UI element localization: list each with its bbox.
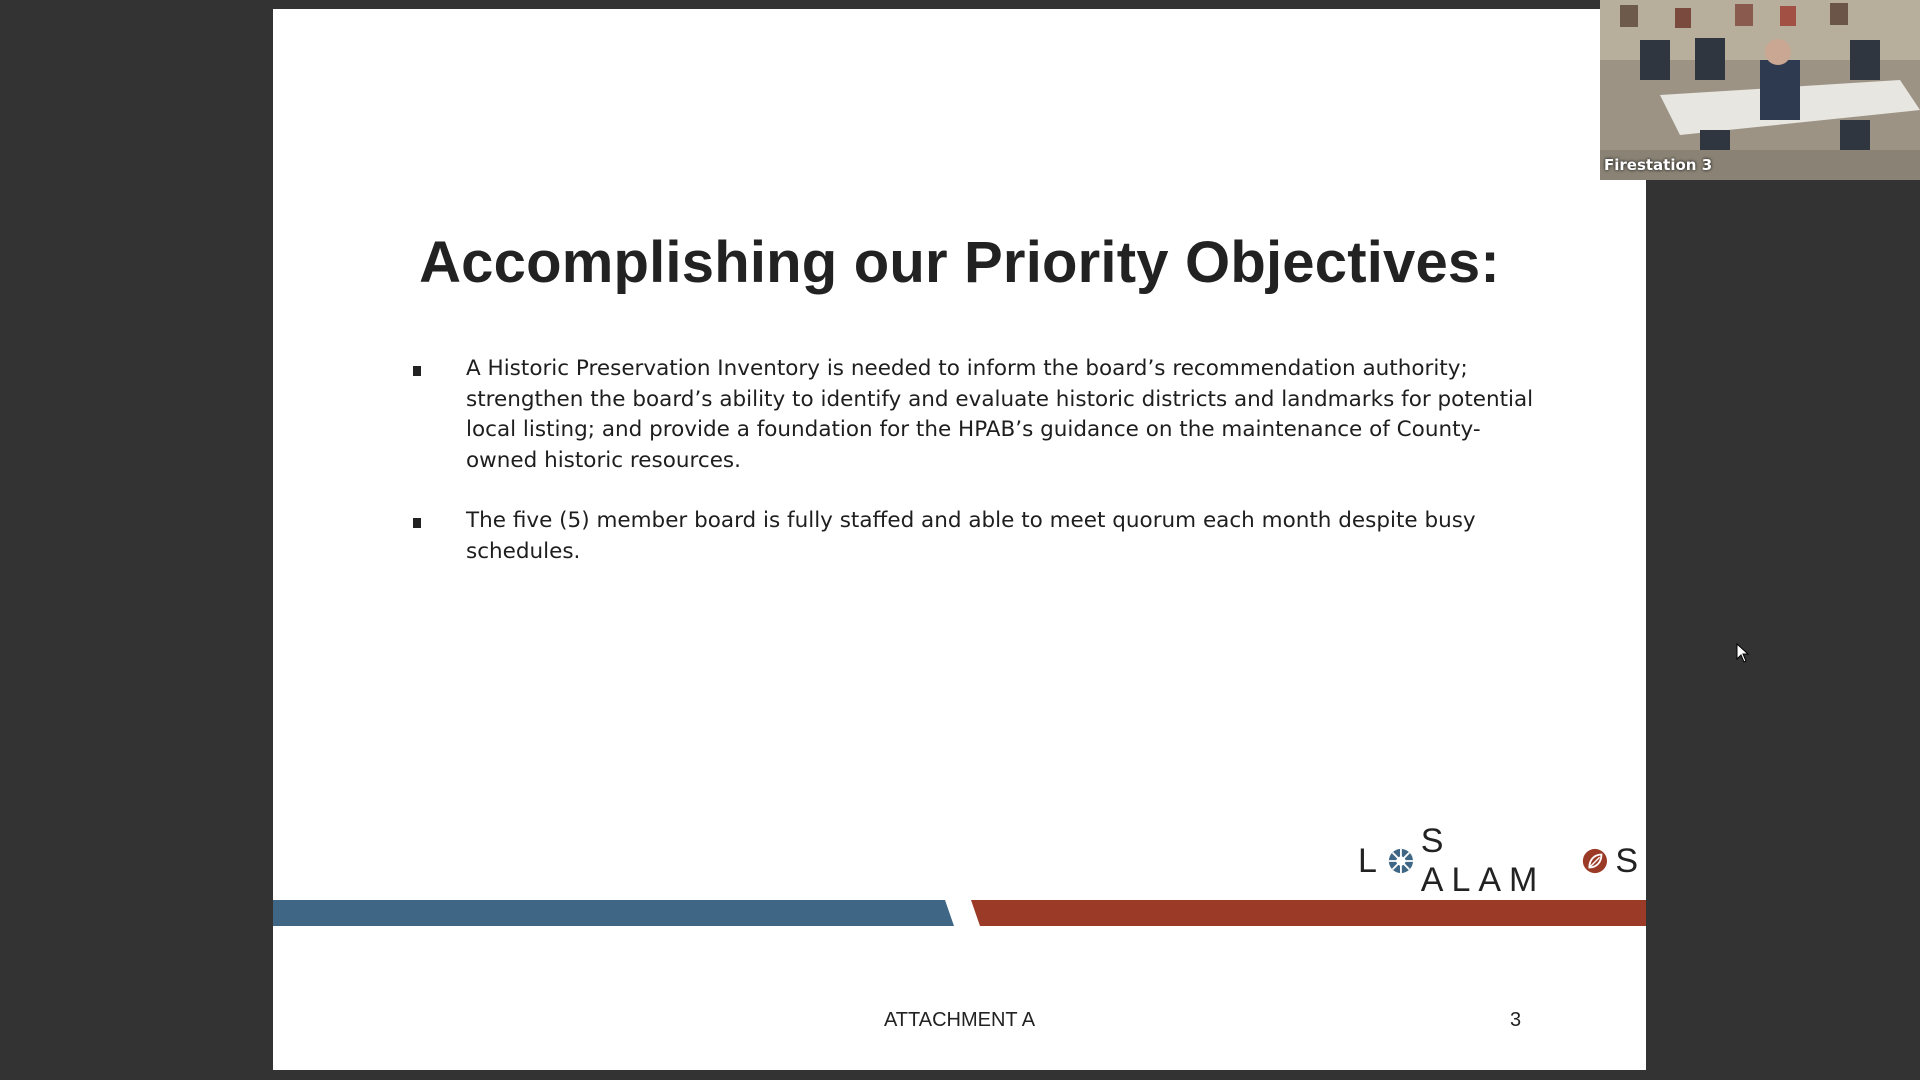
slide-title: Accomplishing our Priority Objectives: [419, 230, 1500, 295]
bullet-item [413, 354, 1543, 476]
participant-video-tile[interactable] [1600, 0, 1920, 180]
logo-text-part: L [1358, 841, 1385, 880]
bullet-marker-icon [413, 518, 421, 528]
los-alamos-logo [1358, 822, 1646, 899]
slide-page-number: 3 [1510, 1009, 1522, 1031]
bullet-marker-icon [413, 366, 421, 376]
blue-band [273, 900, 954, 926]
participant-name-label: Firestation 3 [1604, 156, 1713, 174]
bullet-item [413, 506, 1543, 567]
bullet-text: A Historic Preservation Inventory is needed to inform the board’s recommendation authority; strengthen the board’s ability to identify and evaluate historic districts and landmarks for potential local listing; and provide a foundation for the HPAB’s guidance on the maintenance of County-owned historic resources. [466, 356, 1534, 473]
mouse-cursor-icon [1736, 643, 1750, 663]
video-feed-image [1600, 0, 1920, 180]
footer-attachment-label: ATTACHMENT A [883, 1009, 1036, 1031]
bullet-text: The five (5) member board is fully staffed and able to meet quorum each month despite busy schedules. [466, 508, 1476, 564]
leaf-icon [1581, 846, 1609, 876]
globe-icon [1387, 846, 1415, 876]
presentation-slide [273, 9, 1646, 1070]
footer-color-band [273, 900, 1646, 926]
logo-text-part: S ALAM [1420, 822, 1546, 899]
logo-text-part: S [1615, 841, 1646, 880]
bullet-list [413, 354, 1543, 597]
red-band [971, 900, 1646, 926]
